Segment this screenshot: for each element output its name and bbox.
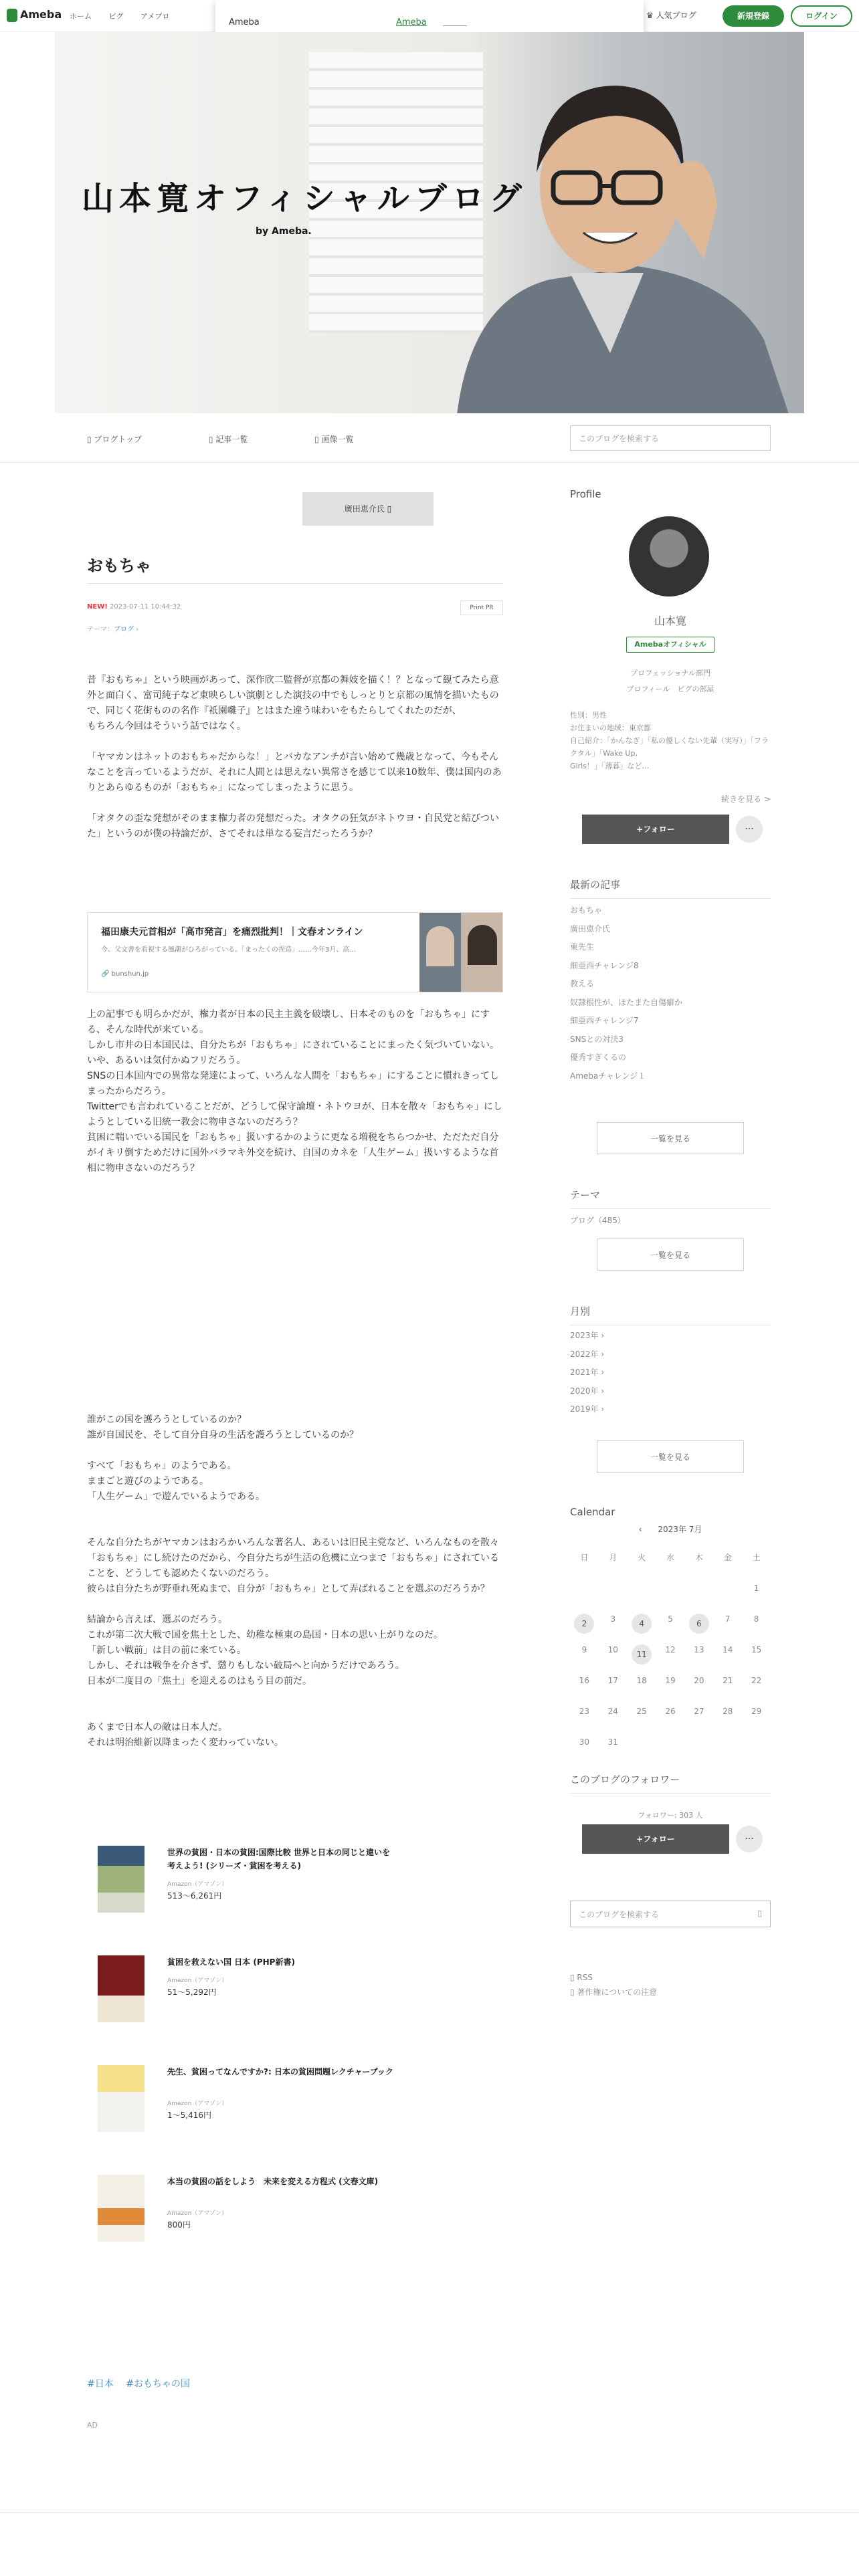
ameba-logo-icon	[7, 9, 17, 22]
followers-heading: このブログのフォロワー	[570, 1772, 771, 1794]
calendar-week: 16 17 18 19 20 21 22	[579, 1676, 762, 1685]
article-body-2: 上の記事でも明らかだが、権力者が日本の民主主義を破壊し、日本そのものを「おもちゃ」にする、そんな時代が来ている。 しかし市井の日本国民は、自分たちが「おもちゃ」にされていることにまったく気づいていない。いや、あるいは気付かぬフリだろう。 SNSの日本国内での異常な発達によって、いろんな人間を「おもちゃ」にすることに慣れきってしまったからだろう。 Twitterでも言われていることだが、どうして保守論壇・ネトウヨが、日本を散々「おもちゃ」にしようとしている旧統一教会に物申さないのだろう？ 貧困に喘いでいる国民を「おもちゃ」扱いするかのように更なる増税をちらつかせ、ただただ自分がイキリ倒すためだけに国外バラマキ外交を続け、自国のカネを「人生ゲーム」扱いするような首相に物申さないのだろう？	[87, 1009, 502, 1174]
profile-info: 性別：男性 お住まいの地域：東京都 自己紹介：「かんなぎ」「私の優しくない先輩（実写）」「フラクタル」「Wake Up, Girls！」「薄暮」など…	[570, 711, 769, 770]
follower-count[interactable]: フォロワー: 303 人	[638, 1811, 703, 1820]
ad-space	[87, 1225, 503, 1372]
calendar-week: 23 24 25 26 27 28 29	[579, 1707, 762, 1716]
recent-item[interactable]: おもちゃ	[570, 905, 603, 915]
recent-list	[570, 901, 771, 1085]
recent-item[interactable]: 東先生	[570, 942, 595, 952]
month-item[interactable]: 2019年 ›	[570, 1404, 605, 1414]
recent-item[interactable]: 細亜西チャレンジ7	[570, 1016, 639, 1025]
nav-blog-top[interactable]: ▯ ブログトップ	[87, 435, 142, 444]
blog-title[interactable]: 山本寛オフィシャルブログ	[82, 180, 527, 217]
month-see-all-button[interactable]: 一覧を見る	[597, 1440, 744, 1473]
hashtag[interactable]: #日本	[87, 2379, 114, 2389]
recent-item[interactable]: 優秀すぎくるの	[570, 1053, 627, 1062]
profile-more-link[interactable]: 続きを見る >	[721, 794, 771, 804]
month-list	[570, 1327, 771, 1419]
popup-label: Ameba	[229, 17, 260, 27]
weekday-row: 日 月 火 水 木 金 土	[580, 1553, 761, 1562]
calendar-day-posted[interactable]: 11	[628, 1639, 656, 1670]
profile-dept: プロフェッショナル部門	[630, 669, 710, 677]
article-title: おもちゃ	[87, 556, 151, 575]
month-heading: 月別	[570, 1304, 771, 1325]
search-icon[interactable]: ▯	[757, 1909, 762, 1918]
author-photo	[416, 59, 804, 413]
month-item[interactable]: 2021年 ›	[570, 1368, 605, 1377]
theme-link[interactable]: ブログ	[114, 626, 134, 633]
link-card-title: 福田康夫元首相が「高市発言」を痛烈批判！｜文春オンライン	[101, 927, 363, 938]
sidebar-links	[570, 1970, 657, 2000]
link-card[interactable]	[87, 912, 503, 992]
recent-item[interactable]: 廣田恵介氏	[570, 924, 611, 934]
product-item[interactable]: 世界の貧困・日本の貧困:国際比較 世界と日本の同じと違いを考えよう! (シリーズ・貧困を考える) Amazon（アマゾン） 513〜6,261円	[87, 1840, 503, 1950]
nav-article-list[interactable]: ▯ 記事一覧	[208, 435, 248, 444]
more-options-button-2[interactable]: ···	[736, 1826, 763, 1852]
follow-button[interactable]: +フォロー	[582, 815, 729, 844]
link-card-thumbnail	[419, 913, 502, 992]
popup-link[interactable]: Ameba	[396, 17, 427, 27]
article-meta	[87, 603, 181, 611]
product-image	[98, 2175, 145, 2242]
profile-links[interactable]: プロフィール ピグの部屋	[626, 685, 714, 693]
calendar-day-posted[interactable]: 2	[570, 1608, 599, 1639]
article-theme: テーマ：ブログ ›	[87, 626, 139, 633]
link-card-desc: 今、父文書を看視する風潮がひろがっている。「まったくの捏造」……今年3月、高…	[101, 946, 357, 954]
nav-pigg[interactable]: ピグ	[108, 12, 124, 21]
product-list	[87, 1840, 503, 2279]
print-pr-button[interactable]: Print PR	[460, 601, 503, 615]
profile-name[interactable]: 山本寛	[654, 615, 686, 627]
recent-item[interactable]: Amebaチャレンジ１	[570, 1071, 646, 1081]
blog-nav	[0, 413, 859, 463]
signup-button[interactable]: 新規登録	[723, 5, 784, 27]
calendar-week: 9 10 11 12 13 14 15	[570, 1639, 771, 1670]
calendar-day-posted[interactable]: 4	[628, 1608, 656, 1639]
article-body-1: 昔『おもちゃ』という映画があって、深作欣二監督が京都の舞妓を描く！？となって観てみたら意外と面白く、富司純子など東映らしい演劇とした演技の中でもしっとりと京都の風情を描いたもので、同じく花街ものの名作『祇園囃子』とはまた違う味わいをもたらしてくれたのだが、 もちろん今回はそういう話ではなく。 「ヤマカンはネットのおもちゃだからな！」とバカなアンチが言い始めて幾歳となって、今もそんなことを言っているようだが、それに人間とは思えない異常さを感じて以来10数年、僕は国内のありとあらゆるものが「おもちゃ」になってしまったように思う。 「オタクの歪な発想がそのまま権力者の発想だった。オタクの狂気がネトウヨ・自民党と結びついた」というのが僕の持論だが、さてそれは単なる妄言だったろうか？	[87, 675, 502, 839]
link-card-url: 🔗 bunshun.jp	[101, 970, 149, 978]
calendar-heading: Calendar	[570, 1506, 615, 1518]
recent-item[interactable]: 教える	[570, 979, 595, 988]
theme-list	[570, 1212, 771, 1230]
copyright-link[interactable]: ▯ 著作権についての注意	[570, 1988, 658, 1997]
recent-item[interactable]: SNSとの対決3	[570, 1034, 624, 1044]
calendar-day-posted[interactable]: 6	[684, 1608, 713, 1639]
product-image	[98, 1846, 145, 1913]
hashtag[interactable]: #おもちゃの国	[126, 2379, 190, 2389]
theme-heading: テーマ	[570, 1188, 771, 1209]
product-image	[98, 1955, 145, 2022]
month-item[interactable]: 2023年 ›	[570, 1331, 605, 1340]
nav-image-list[interactable]: ▯ 画像一覧	[314, 435, 354, 444]
month-item[interactable]: 2022年 ›	[570, 1349, 605, 1359]
rss-link[interactable]: ▯ RSS	[570, 1973, 593, 1982]
article-body-3: 誰がこの国を護ろうとしているのか？ 誰が自国民を、そして自分自身の生活を護ろうとしているのか？ すべて「おもちゃ」のようである。 ままごと遊びのようである。 「人生ゲーム」で遊んでいるようである。 そんな自分たちがヤマカンはおろかいろんな著名人、あるいは旧民主党など、いろんなものを散々「おもちゃ」にし続けたのだから、今自分たちが生活の危機に立つまで「おもちゃ」にされていることを、どうしても認めたくないのだろう。 彼らは自分たちが野垂れ死ぬまで、自分が「おもちゃ」として弄ばれることを選ぶのだろうか？ 結論から言えば、選ぶのだろう。 これが第二次大戦で国を焦土とした、幼稚な極東の島国・日本の思い上がりなのだ。 「新しい戦前」は目の前に来ている。 しかし、それは戦争を介さず、懲りもしない破局へと向かうだけであろう。 日本が二度目の「焦土」を迎えるのはもう目の前だ。 あくまで日本人の敵は日本人だ。 それは明治維新以降まったく変わっていない。	[87, 1414, 499, 1748]
recent-item[interactable]: 細亜西チャレンジ8	[570, 960, 639, 970]
follow-button-2[interactable]: +フォロー	[582, 1824, 729, 1854]
profile-heading: Profile	[570, 488, 601, 500]
prev-article-button[interactable]: 廣田恵介氏 ▯	[302, 492, 434, 526]
calendar	[570, 1523, 771, 1762]
product-image	[98, 2065, 145, 2132]
theme-see-all-button[interactable]: 一覧を見る	[597, 1239, 744, 1271]
login-button[interactable]: ログイン	[791, 5, 852, 27]
recent-heading: 最新の記事	[570, 877, 771, 899]
month-item[interactable]: 2020年 ›	[570, 1386, 605, 1396]
popular-blog-link[interactable]: ♛ 人気ブログ	[646, 11, 696, 20]
crown-icon: ♛	[646, 11, 654, 20]
prev-month-icon[interactable]: ‹	[638, 1525, 642, 1534]
blog-header-image	[55, 32, 804, 413]
calendar-week: 30 31	[579, 1737, 618, 1747]
product-item[interactable]: 本当の貧困の話をしよう 未来を変える方程式 (文春文庫) Amazon（アマゾン） 800円	[87, 2169, 503, 2279]
recent-item[interactable]: 奴隷根性が、ほたまた自傷癖か	[570, 997, 683, 1007]
calendar-day: 1	[753, 1584, 759, 1593]
ameba-logo[interactable]: Ameba	[7, 8, 62, 22]
popup-underline	[443, 25, 467, 26]
nav-ameblo[interactable]: アメブロ	[140, 12, 170, 21]
more-options-button[interactable]: ···	[736, 816, 763, 843]
calendar-week: 2 3 4 5 6 7 8	[570, 1608, 771, 1639]
official-badge: Amebaオフィシャル	[626, 637, 714, 653]
new-label: NEW!	[87, 603, 108, 611]
blog-search-input[interactable]: このブログを検索する	[570, 425, 771, 451]
top-nav	[70, 11, 184, 21]
ad-label: AD	[87, 2421, 98, 2430]
hashtags	[87, 2377, 199, 2390]
product-item[interactable]: 先生、貧困ってなんですか?: 日本の貧困問題レクチャーブック Amazon（アマゾン） 1〜5,416円	[87, 2060, 503, 2169]
nav-home[interactable]: ホーム	[70, 12, 92, 21]
calendar-month: ‹ 2023年 7月	[638, 1525, 702, 1534]
theme-item[interactable]: ブログ（485）	[570, 1216, 626, 1225]
by-ameba: by Ameba.	[256, 226, 312, 237]
calendar-week	[570, 1578, 771, 1608]
recent-see-all-button[interactable]: 一覧を見る	[597, 1122, 744, 1154]
divider	[87, 583, 503, 584]
product-item[interactable]: 貧困を救えない国 日本 (PHP新書) Amazon（アマゾン） 51〜5,292円	[87, 1950, 503, 2060]
article-date: 2023-07-11 10:44:32	[109, 603, 181, 611]
sidebar-search-input[interactable]: このブログを検索する ▯	[570, 1901, 771, 1927]
avatar[interactable]	[629, 516, 709, 597]
